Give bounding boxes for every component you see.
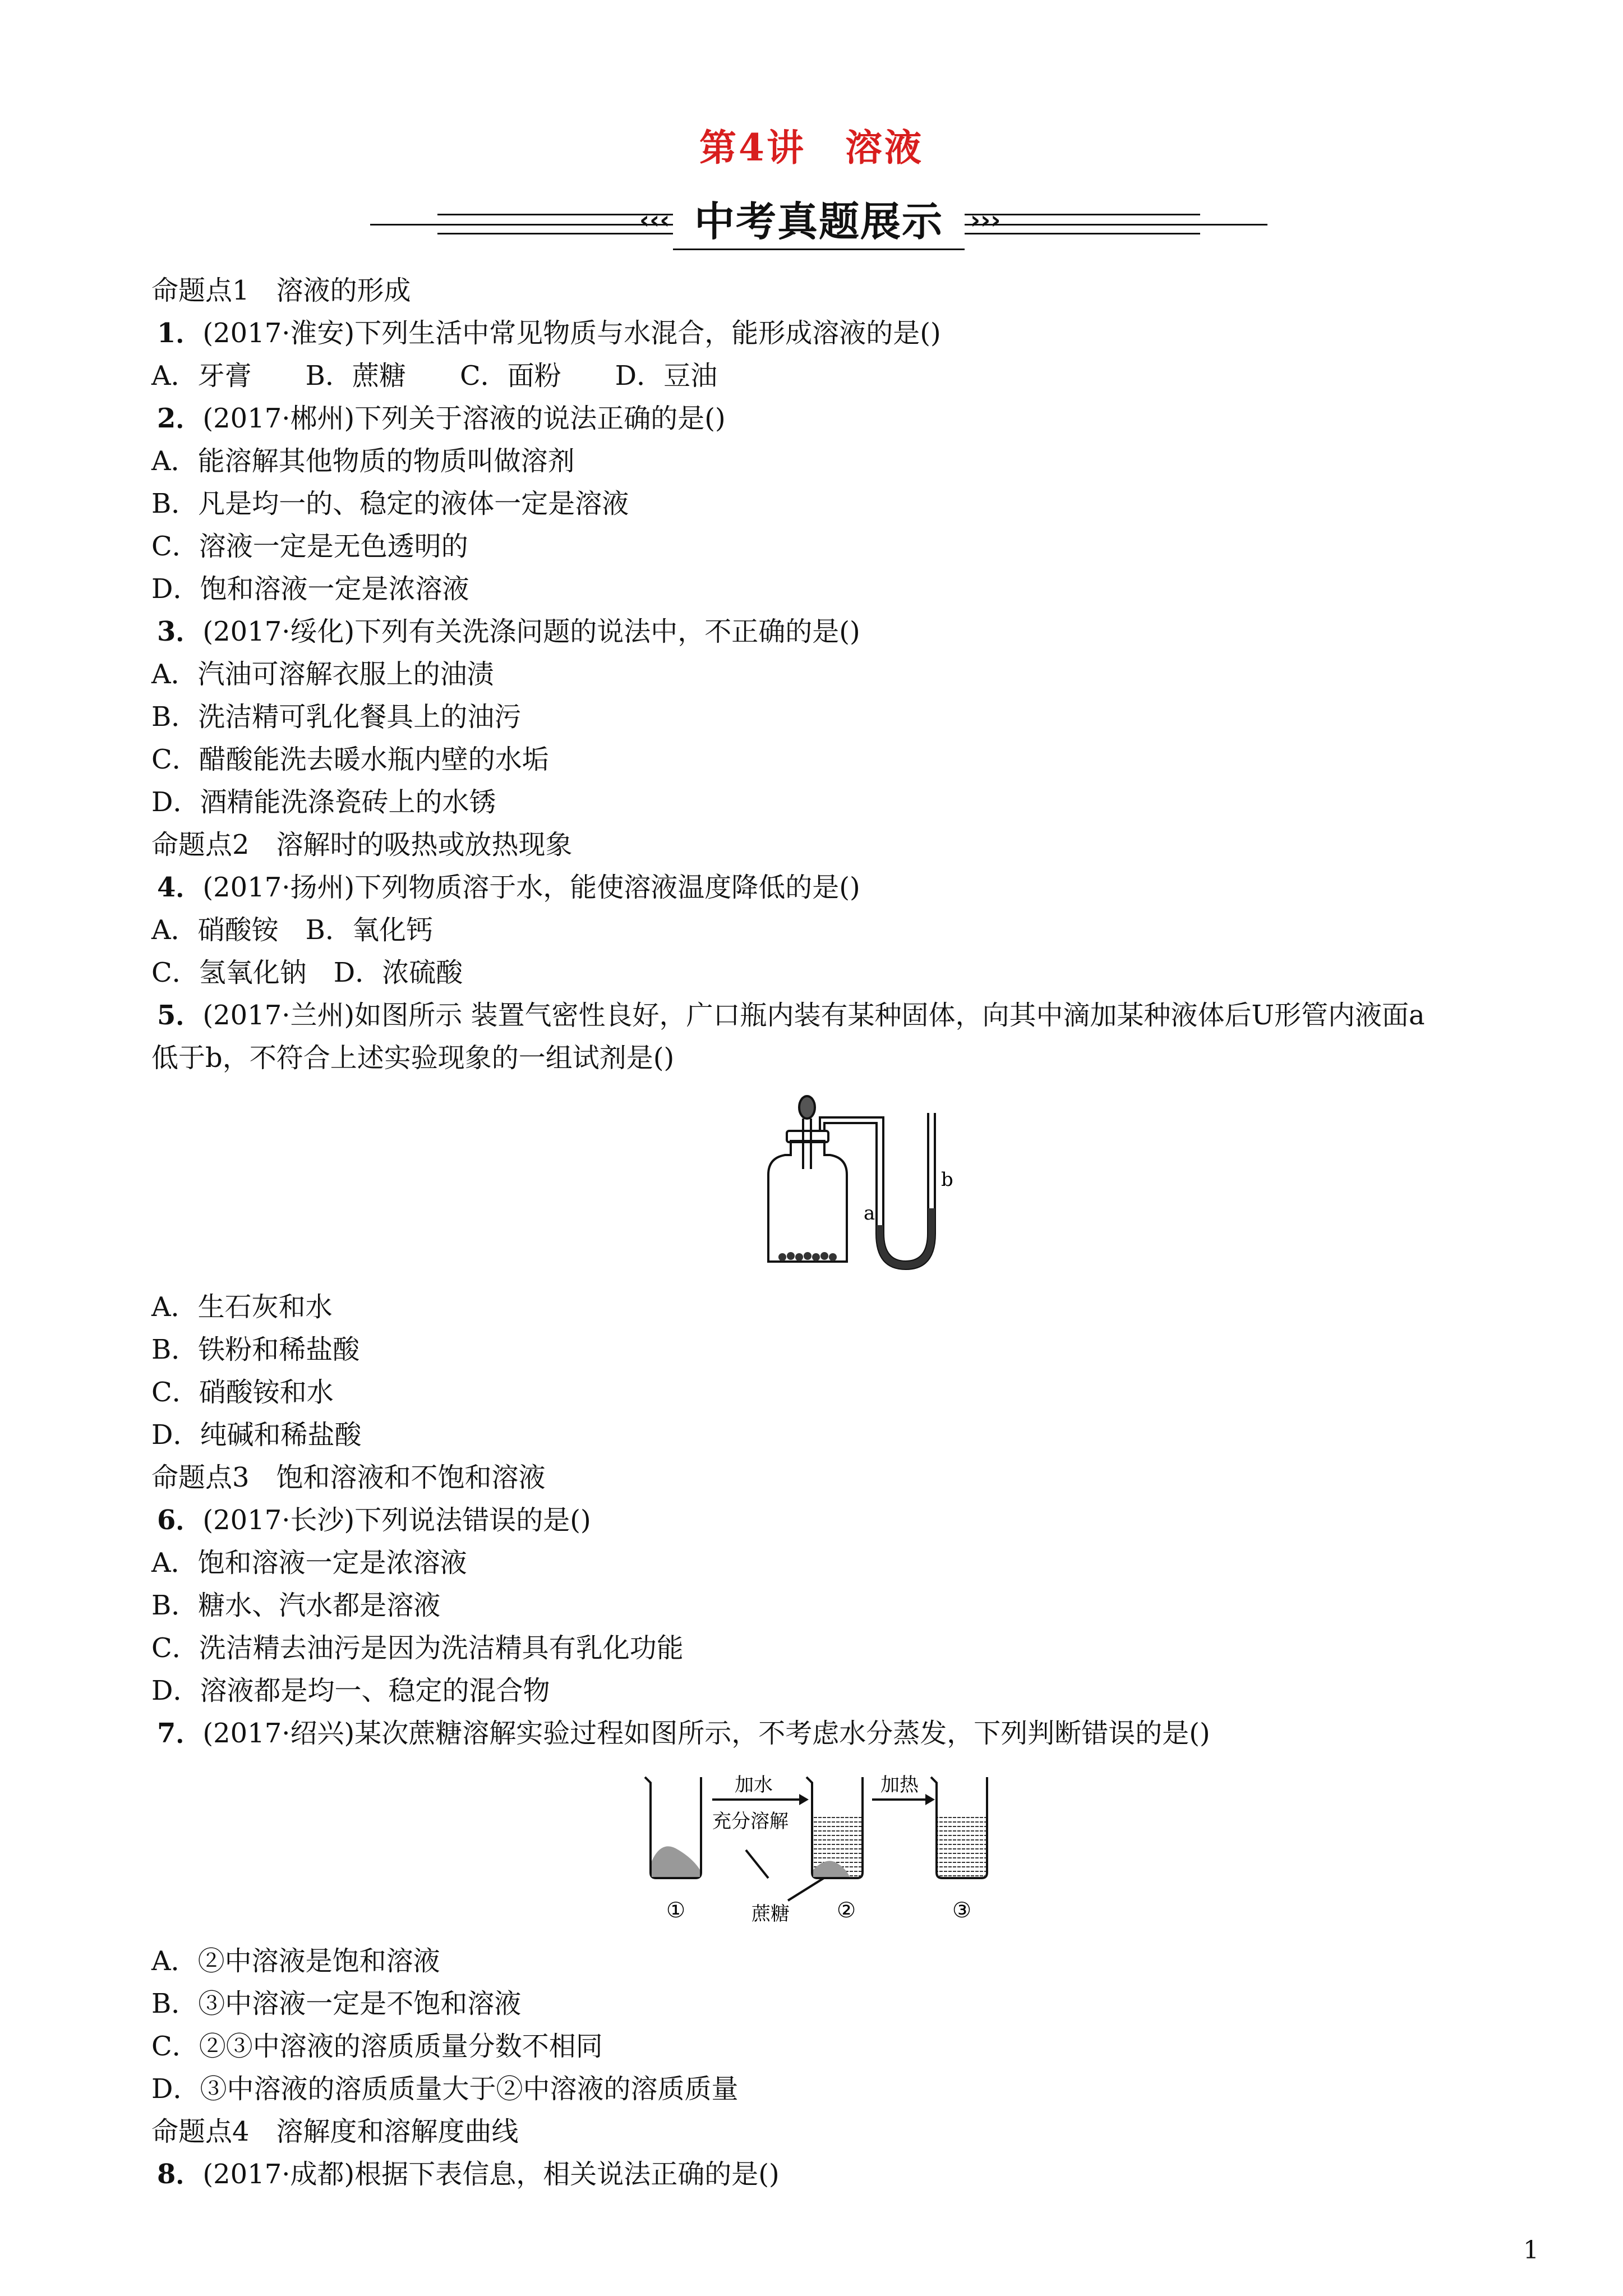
page-title: 第4讲 溶液 <box>699 126 924 169</box>
text-line-q5c: C．硝酸铵和水 <box>151 1377 334 1408</box>
text-line-q1o: A．牙膏 B．蔗糖 C．面粉 D．豆油 <box>151 360 718 392</box>
text-line-s1: 命题点1 溶液的形成 <box>151 275 411 306</box>
text-line-q3d: D．酒精能洗涤瓷砖上的水锈 <box>151 786 496 818</box>
dissolving-figure <box>151 1766 1525 1929</box>
text-line-q6d: D．溶液都是均一、稳定的混合物 <box>151 1675 550 1706</box>
text-line-q5d: D．纯碱和稀盐酸 <box>151 1419 362 1451</box>
text-line-q2c: C．溶液一定是无色透明的 <box>151 531 468 562</box>
label-beaker-1: ① <box>666 1898 686 1922</box>
text-line-q6b: B．糖水、汽水都是溶液 <box>151 1590 441 1621</box>
text-line-q3b: B．洗洁精可乳化餐具上的油污 <box>151 701 522 733</box>
text-line-q7b: B．③中溶液一定是不饱和溶液 <box>151 1988 522 2019</box>
text-line-q7d: D．③中溶液的溶质质量大于②中溶液的溶质质量 <box>151 2073 739 2105</box>
text-line-q3a: A．汽油可溶解衣服上的油渍 <box>151 659 494 690</box>
question-5: 5．(2017·兰州)如图所示 装置气密性良好，广口瓶内装有某种固体，向其中滴加某种液体后U形管内液面a <box>157 1000 1425 1031</box>
question-list <box>151 269 1525 2196</box>
text-line-q4: 4．(2017·扬州)下列物质溶于水，能使溶液温度降低的是() <box>157 872 860 903</box>
text-line-q5b: B．铁粉和稀盐酸 <box>151 1334 360 1365</box>
text-line-q8: 8．(2017·成都)根据下表信息，相关说法正确的是() <box>157 2159 780 2190</box>
text-line-q2b: B．凡是均一的、稳定的液体一定是溶液 <box>151 488 629 519</box>
text-line-q7c: C．②③中溶液的溶质质量分数不相同 <box>151 2031 603 2062</box>
text-line-q2: 2．(2017·郴州)下列关于溶液的说法正确的是() <box>157 403 726 434</box>
label-dissolve: 充分溶解 <box>712 1810 789 1833</box>
text-line-q4ab: A．硝酸铵 B．氧化钙 <box>151 914 433 946</box>
label-beaker-2: ② <box>837 1898 856 1922</box>
label-sugar: 蔗糖 <box>751 1903 790 1925</box>
label-heat: 加热 <box>880 1774 919 1796</box>
text-line-q5a: A．生石灰和水 <box>151 1291 333 1323</box>
chevron-left-icon: ‹‹‹ <box>639 206 670 234</box>
text-line-q7: 7．(2017·绍兴)某次蔗糖溶解实验过程如图所示，不考虑水分蒸发，下列判断错误的是() <box>157 1718 1210 1749</box>
section-banner <box>370 194 1267 255</box>
text-line-s2: 命题点2 溶解时的吸热或放热现象 <box>151 829 573 861</box>
text-line-q1: 1．(2017·淮安)下列生活中常见物质与水混合，能形成溶液的是() <box>157 318 941 349</box>
banner-text: 中考真题展示 <box>694 198 943 245</box>
label-a: a <box>864 1202 875 1225</box>
text-line-q6: 6．(2017·长沙)下列说法错误的是() <box>157 1504 591 1536</box>
text-line-q3: 3．(2017·绥化)下列有关洗涤问题的说法中，不正确的是() <box>157 616 860 647</box>
text-line-q4cd: C．氢氧化钠 D．浓硫酸 <box>151 957 463 988</box>
chevron-right-icon: ››› <box>970 206 1001 234</box>
question-5-cont: 低于b，不符合上述实验现象的一组试剂是() <box>151 1042 675 1074</box>
text-line-q6c: C．洗洁精去油污是因为洗洁精具有乳化功能 <box>151 1632 684 1664</box>
page-number: 1 <box>1523 2236 1539 2265</box>
text-line-q7a: A．②中溶液是饱和溶液 <box>151 1945 440 1977</box>
label-beaker-3: ③ <box>952 1898 972 1922</box>
text-line-q6a: A．饱和溶液一定是浓溶液 <box>151 1547 467 1579</box>
text-line-q2a: A．能溶解其他物质的物质叫做溶剂 <box>151 445 575 477</box>
text-line-s4: 命题点4 溶解度和溶解度曲线 <box>151 2116 519 2147</box>
label-b: b <box>941 1168 953 1191</box>
text-line-q3c: C．醋酸能洗去暖水瓶内壁的水垢 <box>151 744 549 775</box>
label-add-water: 加水 <box>735 1774 773 1796</box>
text-line-s3: 命题点3 饱和溶液和不饱和溶液 <box>151 1462 546 1493</box>
text-line-q2d: D．饱和溶液一定是浓溶液 <box>151 573 469 605</box>
apparatus-figure <box>151 1091 1525 1276</box>
